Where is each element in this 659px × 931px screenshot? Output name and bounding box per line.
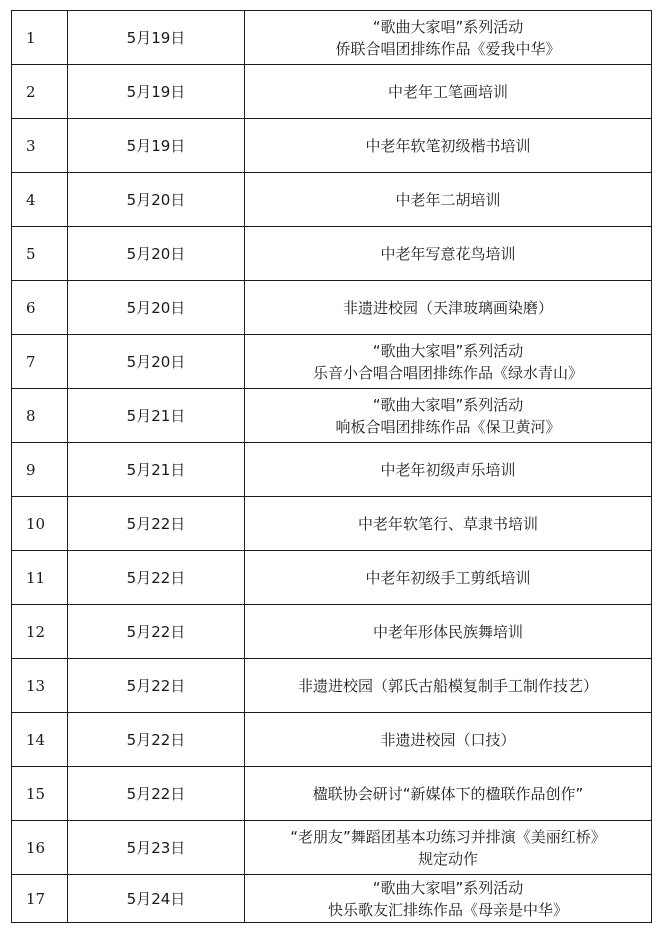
row-date: 5月22日 xyxy=(68,497,245,551)
table-row xyxy=(12,659,652,713)
table-row xyxy=(12,821,652,875)
activity-line: 中老年初级声乐培训 xyxy=(380,460,516,479)
row-activity xyxy=(245,767,652,821)
row-number: 11 xyxy=(12,551,68,605)
row-activity xyxy=(245,875,652,923)
table-row xyxy=(12,11,652,65)
activity-line: 非遗进校园（郭氏古船模复制手工制作技艺） xyxy=(297,676,598,695)
row-date: 5月19日 xyxy=(68,65,245,119)
table-row xyxy=(12,281,652,335)
schedule-sheet xyxy=(11,10,651,922)
row-activity xyxy=(245,65,652,119)
activity-line: 中老年写意花鸟培训 xyxy=(380,244,516,263)
row-activity xyxy=(245,821,652,875)
table-row xyxy=(12,551,652,605)
row-number: 14 xyxy=(12,713,68,767)
table-row xyxy=(12,335,652,389)
activity-line: “歌曲大家唱”系列活动 xyxy=(372,341,524,360)
row-number: 17 xyxy=(12,875,68,923)
row-number: 6 xyxy=(12,281,68,335)
row-date: 5月20日 xyxy=(68,227,245,281)
row-activity xyxy=(245,173,652,227)
row-activity xyxy=(245,443,652,497)
row-number: 9 xyxy=(12,443,68,497)
table-row xyxy=(12,65,652,119)
table-row xyxy=(12,443,652,497)
table-row xyxy=(12,875,652,923)
row-date: 5月20日 xyxy=(68,335,245,389)
row-activity xyxy=(245,11,652,65)
row-number: 12 xyxy=(12,605,68,659)
schedule-table-body xyxy=(12,11,652,923)
row-date: 5月23日 xyxy=(68,821,245,875)
row-date: 5月19日 xyxy=(68,119,245,173)
row-date: 5月21日 xyxy=(68,443,245,497)
row-number: 1 xyxy=(12,11,68,65)
row-activity xyxy=(245,497,652,551)
row-date: 5月22日 xyxy=(68,659,245,713)
activity-line: 中老年软笔初级楷书培训 xyxy=(365,136,531,155)
row-date: 5月22日 xyxy=(68,605,245,659)
activity-line: 中老年形体民族舞培训 xyxy=(372,622,523,641)
row-number: 2 xyxy=(12,65,68,119)
activity-line: 中老年软笔行、草隶书培训 xyxy=(357,514,538,533)
row-activity xyxy=(245,335,652,389)
row-activity xyxy=(245,605,652,659)
activity-line: 规定动作 xyxy=(417,849,478,868)
row-number: 8 xyxy=(12,389,68,443)
row-date: 5月22日 xyxy=(68,713,245,767)
row-number: 5 xyxy=(12,227,68,281)
activity-line: 乐音小合唱合唱团排练作品《绿水青山》 xyxy=(312,363,583,382)
activity-line: “歌曲大家唱”系列活动 xyxy=(372,17,524,36)
table-row xyxy=(12,497,652,551)
row-activity xyxy=(245,389,652,443)
row-date: 5月19日 xyxy=(68,11,245,65)
activity-line: “歌曲大家唱”系列活动 xyxy=(372,395,524,414)
table-row xyxy=(12,389,652,443)
row-number: 15 xyxy=(12,767,68,821)
activity-line: 中老年工笔画培训 xyxy=(387,82,508,101)
table-row xyxy=(12,119,652,173)
table-row xyxy=(12,227,652,281)
activity-line: 侨联合唱团排练作品《爱我中华》 xyxy=(335,39,561,58)
row-activity xyxy=(245,551,652,605)
activity-line: 楹联协会研讨“新媒体下的楹联作品创作” xyxy=(312,784,584,803)
row-activity xyxy=(245,227,652,281)
row-number: 7 xyxy=(12,335,68,389)
row-number: 16 xyxy=(12,821,68,875)
table-row xyxy=(12,605,652,659)
activity-line: 快乐歌友汇排练作品《母亲是中华》 xyxy=(327,900,568,919)
activity-line: 非遗进校园（天津玻璃画染磨） xyxy=(342,298,553,317)
activity-line: “老朋友”舞蹈团基本功练习并排演《美丽红桥》 xyxy=(290,827,606,846)
activity-line: 中老年二胡培训 xyxy=(395,190,501,209)
row-date: 5月20日 xyxy=(68,281,245,335)
table-row xyxy=(12,713,652,767)
row-number: 4 xyxy=(12,173,68,227)
activity-line: 中老年初级手工剪纸培训 xyxy=(365,568,531,587)
row-date: 5月22日 xyxy=(68,551,245,605)
row-activity xyxy=(245,119,652,173)
row-activity xyxy=(245,713,652,767)
activity-line: “歌曲大家唱”系列活动 xyxy=(372,878,524,897)
activity-line: 响板合唱团排练作品《保卫黄河》 xyxy=(335,417,561,436)
row-number: 13 xyxy=(12,659,68,713)
activity-line: 非遗进校园（口技） xyxy=(380,730,516,749)
row-date: 5月20日 xyxy=(68,173,245,227)
row-date: 5月22日 xyxy=(68,767,245,821)
row-date: 5月24日 xyxy=(68,875,245,923)
row-activity xyxy=(245,659,652,713)
row-number: 10 xyxy=(12,497,68,551)
row-date: 5月21日 xyxy=(68,389,245,443)
table-row xyxy=(12,173,652,227)
row-number: 3 xyxy=(12,119,68,173)
table-row xyxy=(12,767,652,821)
row-activity xyxy=(245,281,652,335)
activity-schedule-table xyxy=(11,10,652,923)
